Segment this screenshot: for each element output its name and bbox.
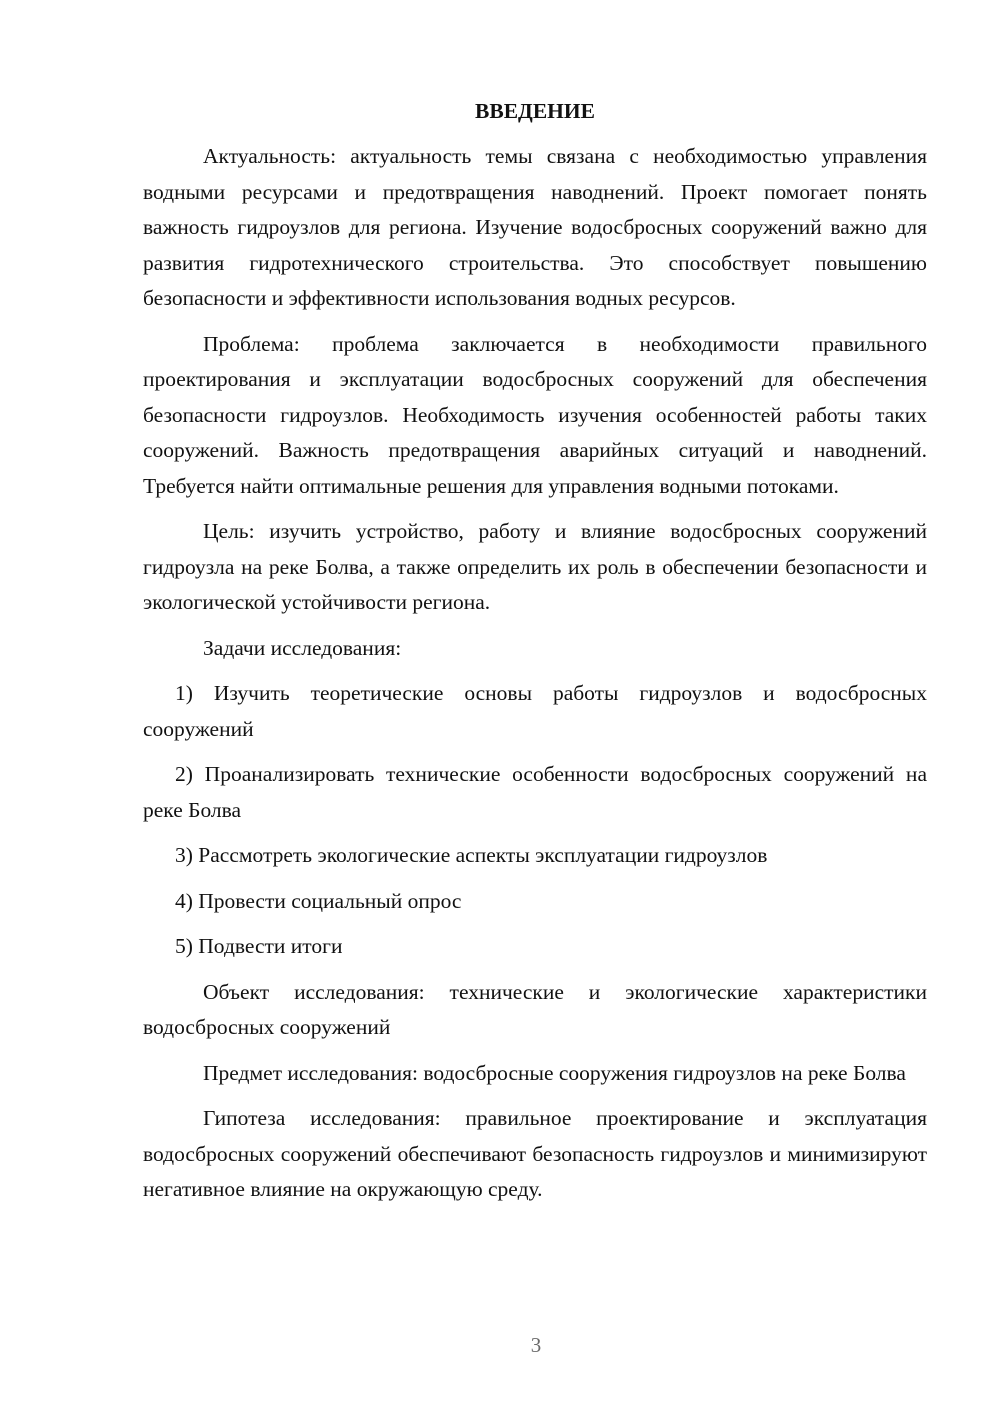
paragraph-tasks-heading: Задачи исследования: — [203, 635, 402, 660]
page-number: 3 — [530, 1333, 542, 1357]
task-item-4: 4) Провести социальный опрос — [175, 888, 462, 913]
paragraph-goal: Цель: изучить устройство, работу и влияние водосбросных сооружений гидроузла на реке Болва, а также определить их роль в обеспечении безопасности и экологической устойчивости региона. — [143, 519, 927, 614]
section-title: ВВЕДЕНИЕ — [475, 99, 595, 123]
paragraph-subject: Предмет исследования: водосбросные сооружения гидроузлов на реке Болва — [203, 1060, 906, 1085]
paragraph-relevance: Актуальность: актуальность темы связана с необходимостью управления водными ресурсами и предотвращения наводнений. Проект помогает понять важность гидроузлов для региона. Изучение водосбросных сооружений важно для развития гидротехнического строительства. Это способствует повышению безопасности и эффективности использования водных ресурсов. — [143, 144, 927, 310]
task-item-5: 5) Подвести итоги — [175, 934, 343, 958]
task-item-2: 2) Проанализировать технические особенности водосбросных сооружений на реке Болва — [143, 762, 927, 822]
paragraph-problem: Проблема: проблема заключается в необходимости правильного проектирования и эксплуатации водосбросных сооружений для обеспечения безопасности гидроузлов. Необходимость изучения особенностей работы таких сооружений. Важность предотвращения аварийных ситуаций и наводнений. Требуется найти оптимальные решения для управления водными потоками. — [143, 331, 927, 498]
page-body — [143, 94, 927, 1218]
paragraph-hypothesis: Гипотеза исследования: правильное проектирование и эксплуатация водосбросных сооружений обеспечивают безопасность гидроузлов и минимизируют негативное влияние на окружающую среду. — [143, 1106, 927, 1201]
task-item-3: 3) Рассмотреть экологические аспекты эксплуатации гидроузлов — [175, 843, 768, 867]
paragraph-object: Объект исследования: технические и экологические характеристики водосбросных сооружений — [143, 979, 927, 1039]
task-item-1: 1) Изучить теоретические основы работы гидроузлов и водосбросных сооружений — [143, 681, 927, 741]
